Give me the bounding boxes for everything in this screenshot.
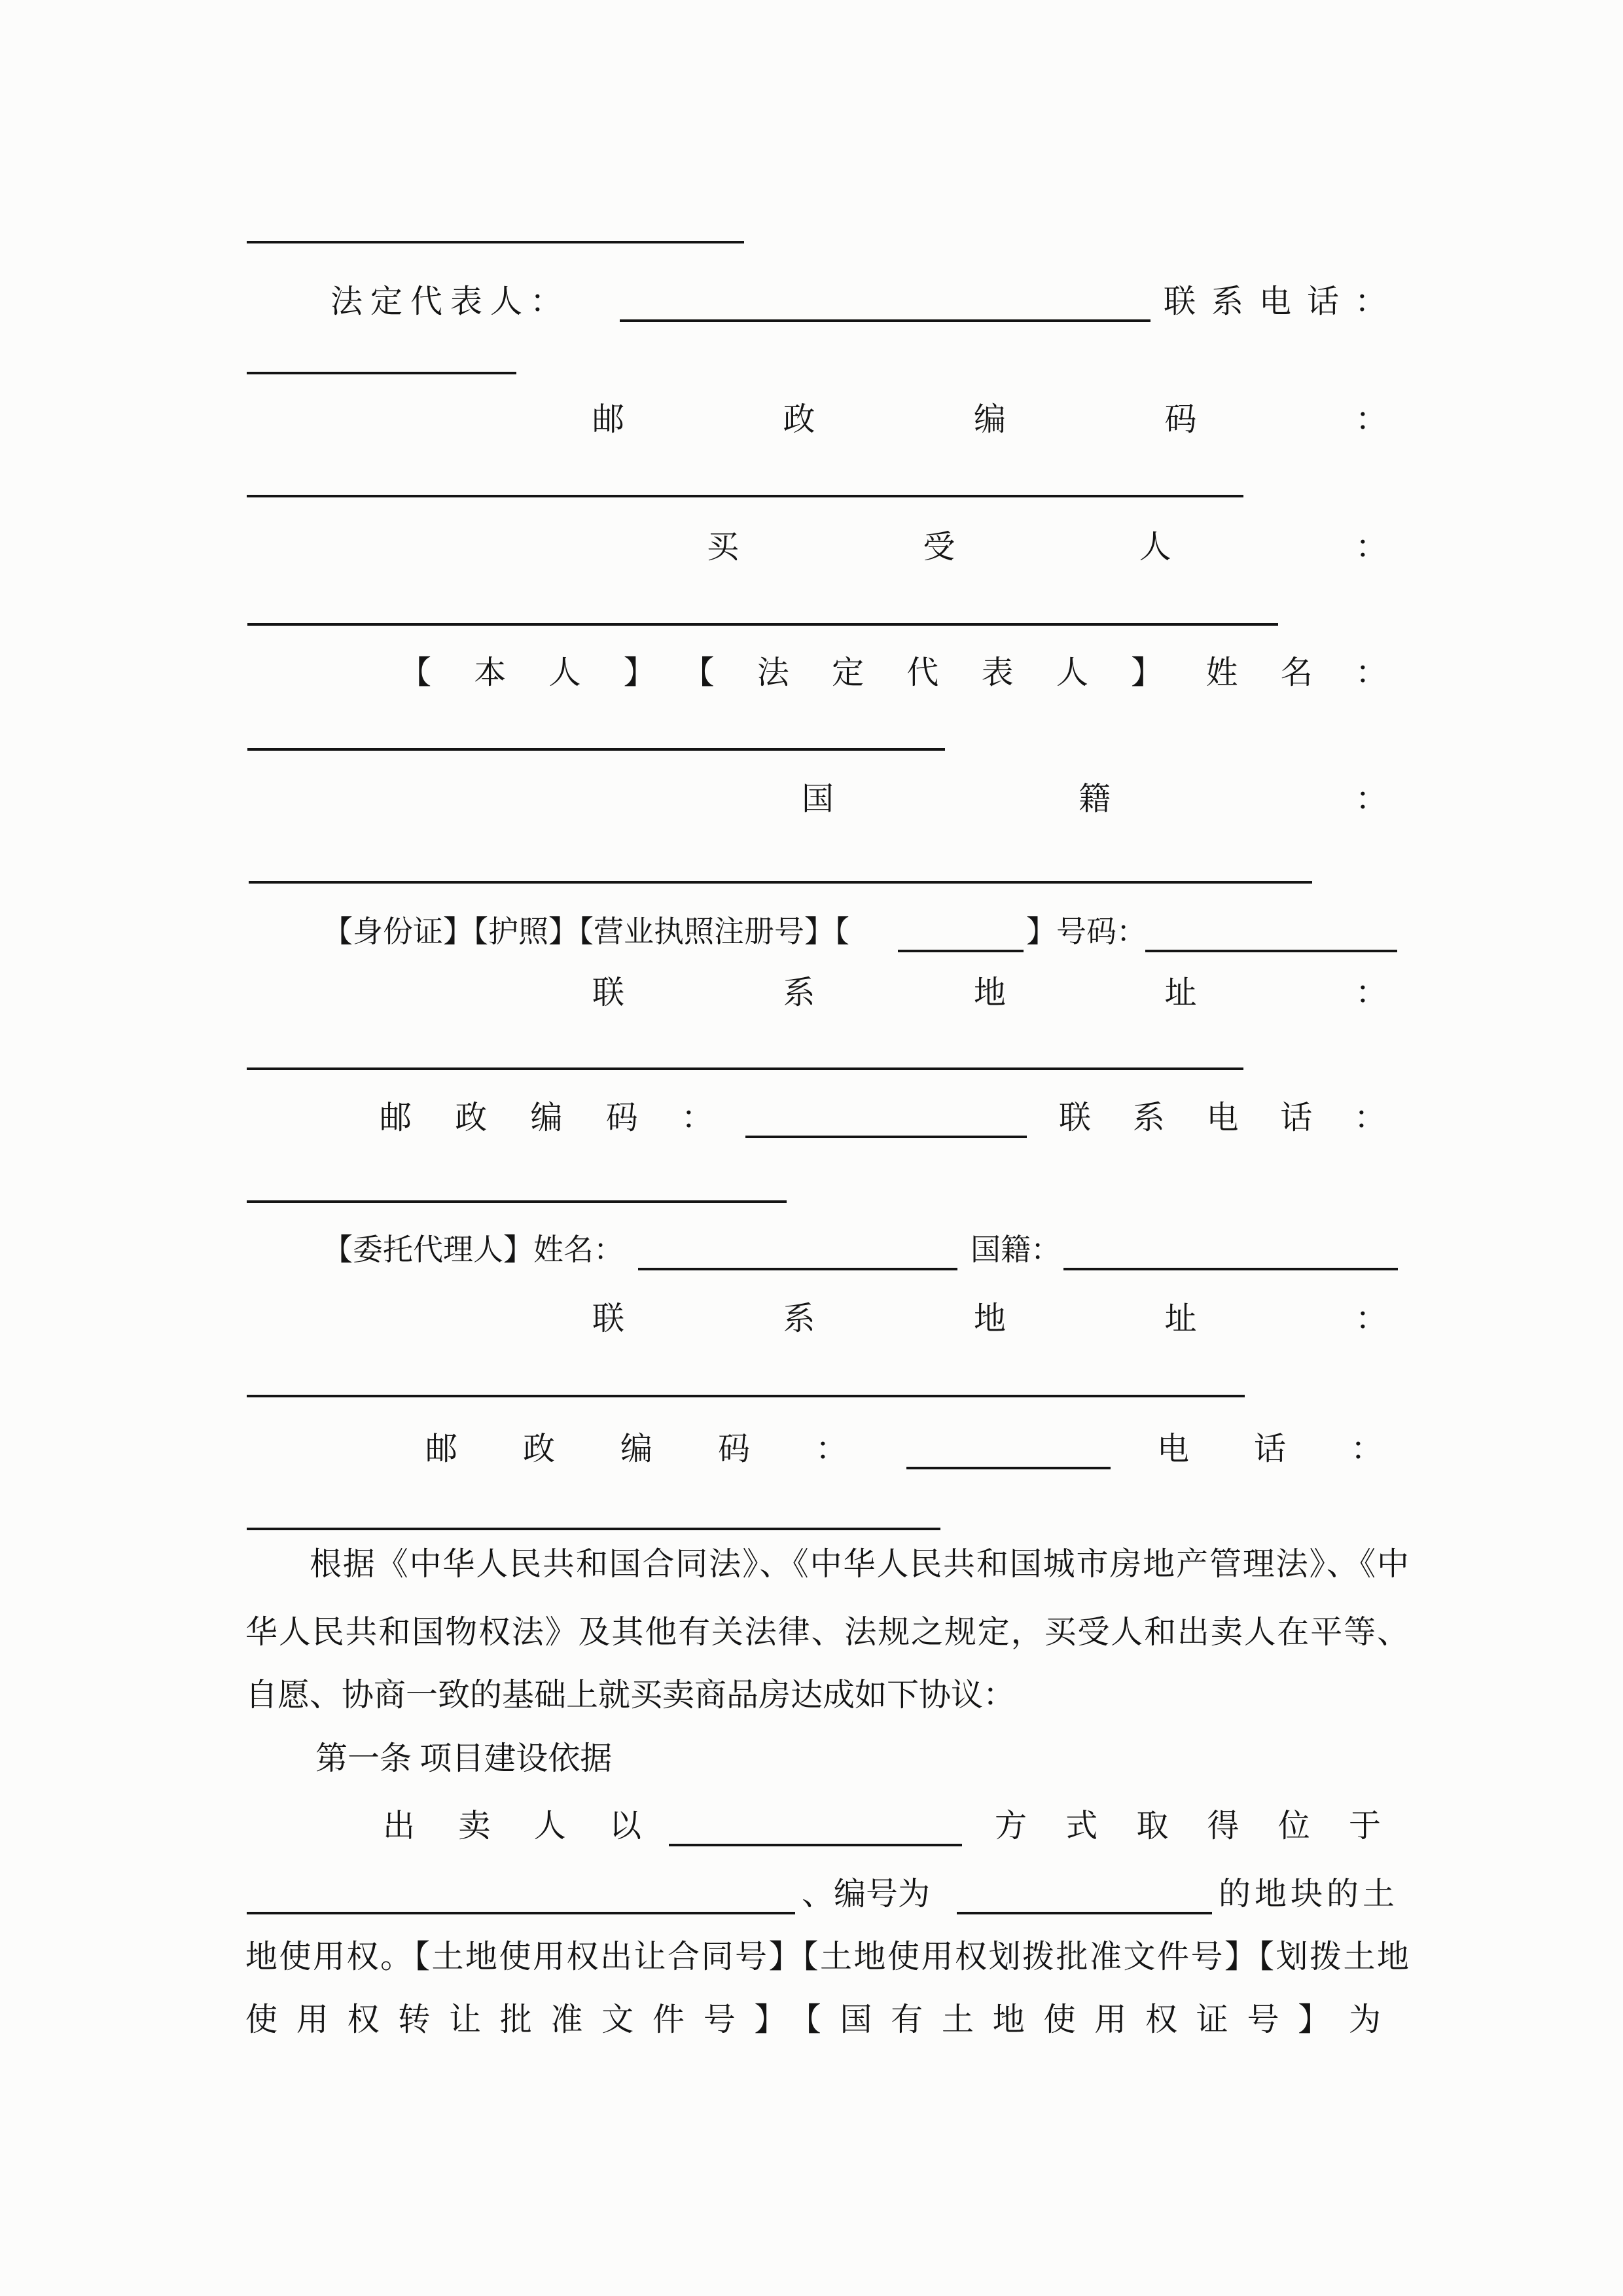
land-acquire-row: [0, 1804, 1623, 1848]
postal-tel-row: [0, 1427, 1623, 1471]
fill-in-line: [247, 1200, 787, 1203]
legal-representative-label: 法定代表人：: [330, 283, 571, 319]
plot-number-blank: [957, 1874, 1212, 1914]
postal-code-blank: [745, 1098, 1027, 1138]
id-number-row: [0, 910, 1623, 954]
postal-phone-row: [0, 1096, 1623, 1139]
seller-acquire-label: 出卖人以: [383, 1808, 641, 1844]
postal-code-label: 邮政编码：: [425, 1431, 847, 1467]
postal-code-label: 邮政编码：: [380, 1100, 713, 1136]
contact-address-row: [0, 971, 1623, 1014]
intro-paragraph-line-2: 华人民共和国物权法》及其他有关法律、法规之规定，买受人和出卖人在平等、: [245, 1614, 1409, 1650]
plot-number-row: [0, 1873, 1623, 1916]
agent-row: [0, 1229, 1623, 1272]
postal-code-row: [0, 398, 1623, 441]
fill-in-line: [247, 372, 516, 374]
acquire-location-label: 方式取得位于: [995, 1808, 1381, 1844]
acquire-method-blank: [669, 1806, 962, 1846]
article-1-heading: 第一条 项目建设依据: [315, 1740, 613, 1776]
agent-nationality-label: 国籍：: [971, 1233, 1061, 1266]
id-type-blank: [898, 912, 1024, 952]
land-use-right-line-2: 使用权转让批准文件号】【国有土地使用权证号】为: [245, 2001, 1381, 2037]
contact-phone-label: 联系电话：: [1059, 1100, 1386, 1136]
fill-in-line: [247, 241, 744, 243]
land-use-right-line-1: 地使用权。【土地使用权出让合同号】【土地使用权划拨批准文件号】【划拨土地: [245, 1939, 1409, 1975]
telephone-label: 电话：: [1157, 1431, 1383, 1467]
intro-paragraph-line-1: 根据《中华人民共和国合同法》、《中华人民共和国城市房地产管理法》、《中: [310, 1546, 1409, 1582]
nationality-label: 国籍：: [802, 781, 1387, 817]
person-name-label: 【本人】【法定代表人】姓名：: [399, 655, 1387, 691]
fill-in-line: [247, 1067, 1243, 1070]
plot-location-blank: [247, 1874, 795, 1914]
agent-name-blank: [638, 1230, 957, 1270]
postal-code-blank: [906, 1429, 1111, 1469]
contact-address-row: [0, 1297, 1623, 1340]
plot-suffix-label: 的地块的土: [1219, 1876, 1399, 1912]
plot-number-label: 、编号为: [802, 1876, 931, 1912]
id-number-label: 】号码：: [1026, 915, 1147, 948]
fill-in-line: [249, 881, 1312, 884]
legal-representative-blank: [620, 281, 1150, 322]
agent-name-label: 【委托代理人】姓名：: [323, 1233, 624, 1266]
fill-in-line: [247, 495, 1243, 497]
agent-nationality-blank: [1063, 1230, 1398, 1270]
id-type-label: 【身份证】【护照】【营业执照注册号】【: [323, 915, 849, 948]
nationality-row: [0, 778, 1623, 821]
postal-code-label: 邮政编码：: [592, 401, 1387, 437]
legal-representative-row: [0, 280, 1623, 323]
buyer-row: [0, 526, 1623, 569]
id-number-blank: [1145, 912, 1397, 952]
person-name-row: [0, 651, 1623, 694]
fill-in-line: [247, 623, 1278, 626]
fill-in-line: [247, 748, 945, 751]
contact-address-label: 联系地址：: [592, 975, 1387, 1011]
fill-in-line: [247, 1395, 1245, 1397]
contact-address-label: 联系地址：: [592, 1300, 1387, 1336]
buyer-label: 买受人：: [707, 529, 1387, 565]
intro-paragraph-line-3: 自愿、协商一致的基础上就买卖商品房达成如下协议：: [245, 1677, 1016, 1713]
contact-phone-label: 联系电话：: [1164, 283, 1403, 319]
fill-in-line: [247, 1528, 940, 1530]
